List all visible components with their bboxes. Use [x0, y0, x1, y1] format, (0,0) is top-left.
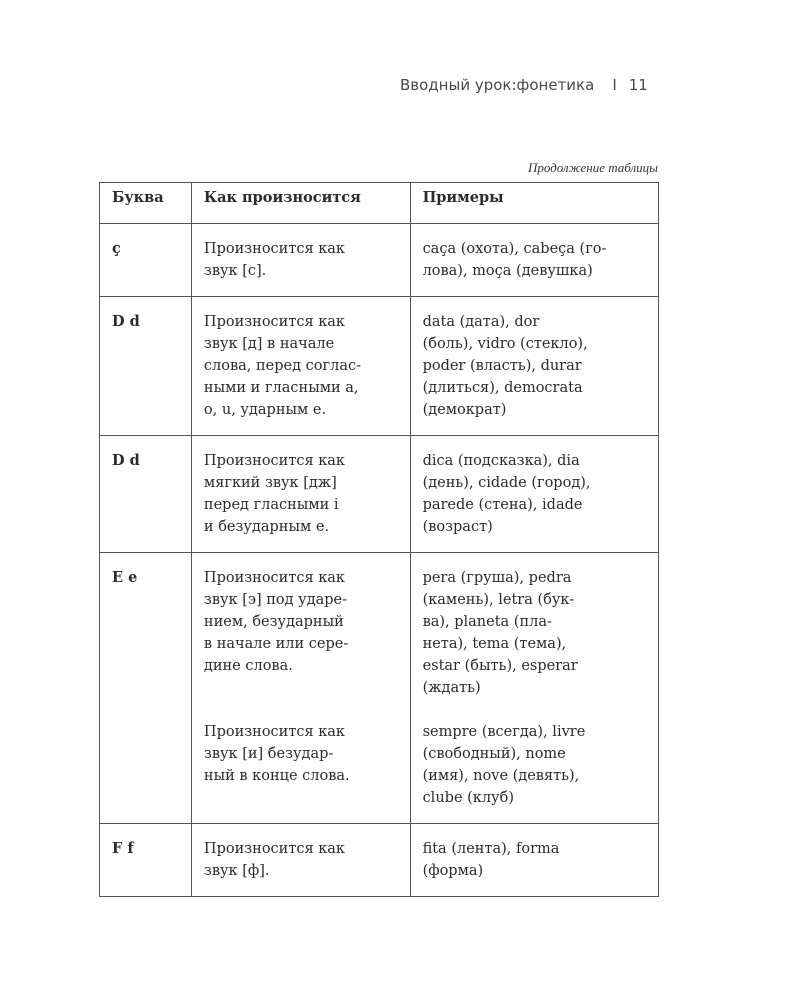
text-line: Произносится как: [203, 724, 345, 740]
text-line: poder (власть), durar: [422, 358, 582, 374]
examples-cell: [410, 553, 658, 824]
letter-cell: E e: [100, 553, 192, 824]
pronunciation-cell: [191, 436, 410, 553]
table-row: [100, 436, 659, 553]
text-line: data (дата), dor: [422, 314, 540, 330]
pronunciation-cell: [191, 553, 410, 824]
text-line: слова, перед соглас-: [203, 358, 361, 374]
text-line: estar (быть), esperar: [422, 658, 578, 674]
column-header-pronunciation: Как произносится: [191, 183, 410, 224]
text-line: нета), tema (тема),: [422, 636, 567, 652]
table-header-row: [100, 183, 659, 224]
text-line: (имя), nove (девять),: [422, 768, 580, 784]
examples-cell: [410, 436, 658, 553]
letter-cell: F f: [100, 824, 192, 897]
running-header: [400, 76, 658, 94]
text-line: Произносится как: [203, 314, 345, 330]
text-line: (длиться), democrata: [422, 380, 583, 396]
text-line: pera (груша), pedra: [422, 570, 572, 586]
chapter-title: Вводный урок:фонетика: [400, 76, 595, 94]
text-line: (день), cidade (город),: [422, 475, 591, 491]
phonetics-table: [99, 182, 659, 897]
letter-cell: ç: [100, 224, 192, 297]
examples-cell: [410, 224, 658, 297]
text-line: Произносится как: [203, 453, 345, 469]
table-row: [100, 224, 659, 297]
table-continuation-note: Продолжение таблицы: [527, 160, 658, 175]
text-line: в начале или сере-: [203, 636, 349, 652]
spacer: [204, 677, 398, 699]
letter-cell: D d: [100, 297, 192, 436]
text-line: (камень), letra (бук-: [422, 592, 575, 608]
text-line: Произносится как: [203, 241, 345, 257]
letter-cell: D d: [100, 436, 192, 553]
column-header-examples: Примеры: [410, 183, 658, 224]
header-separator: I: [612, 76, 617, 94]
examples-cell: [410, 297, 658, 436]
examples-cell: [410, 824, 658, 897]
text-line: caça (охота), cabeça (го-: [422, 241, 607, 257]
text-line: ный в конце слова.: [203, 768, 350, 784]
text-line: (возраст): [422, 519, 493, 535]
pronunciation-cell: [191, 297, 410, 436]
spacer: [423, 699, 646, 721]
text-line: звук [д] в начале: [203, 336, 335, 352]
table-row: [100, 297, 659, 436]
pronunciation-cell: [191, 824, 410, 897]
text-line: Произносится как: [203, 841, 345, 857]
column-header-letter: Буква: [100, 183, 192, 224]
text-line: fita (лента), forma: [422, 841, 560, 857]
text-line: и безударным e.: [203, 519, 330, 535]
text-line: o, u, ударным e.: [203, 402, 327, 418]
text-line: (ждать): [422, 680, 481, 696]
text-line: нием, безударный: [203, 614, 344, 630]
text-line: (свободный), nome: [422, 746, 566, 762]
text-line: sempre (всегда), livre: [422, 724, 586, 740]
page-number: 11: [628, 76, 648, 94]
text-line: (демократ): [422, 402, 507, 418]
text-line: Произносится как: [203, 570, 345, 586]
table-row: [100, 553, 659, 824]
text-line: (боль), vidro (стекло),: [422, 336, 588, 352]
text-line: звук [э] под ударе-: [203, 592, 348, 608]
text-line: dica (подсказка), dia: [422, 453, 580, 469]
pronunciation-cell: [191, 224, 410, 297]
text-line: звук [ф].: [203, 863, 270, 879]
text-line: дине слова.: [203, 658, 293, 674]
text-line: звук [и] безудар-: [203, 746, 334, 762]
text-line: лова), moça (девушка): [422, 263, 593, 279]
text-line: ными и гласными a,: [203, 380, 359, 396]
text-line: перед гласными i: [203, 497, 339, 513]
text-line: ва), planeta (пла-: [422, 614, 552, 630]
spacer: [204, 699, 398, 721]
text-line: мягкий звук [дж]: [203, 475, 337, 491]
text-line: parede (стена), idade: [422, 497, 583, 513]
text-line: звук [с].: [203, 263, 267, 279]
text-line: (форма): [422, 863, 484, 879]
text-line: clube (клуб): [422, 790, 514, 806]
table-row: [100, 824, 659, 897]
